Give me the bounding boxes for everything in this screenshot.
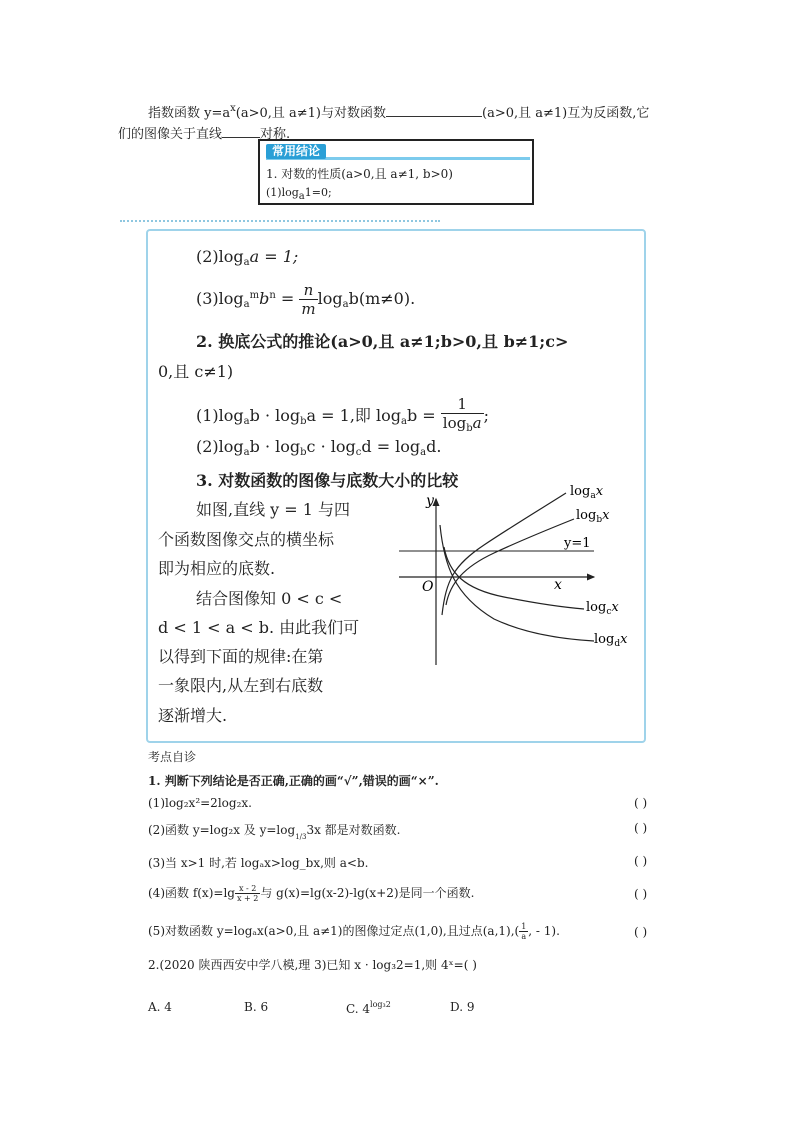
- prop-3-c: log: [317, 289, 343, 308]
- log-graph: [394, 485, 644, 667]
- cor-2-sub4: a: [420, 447, 427, 458]
- text-line-6: 以得到下面的规律:在第: [158, 647, 324, 666]
- corollary-2: [196, 437, 441, 458]
- text-line-4: 结合图像知 0 < c <: [196, 589, 343, 608]
- intro-text-d: 们的图像关于直线: [118, 127, 223, 142]
- heading-3: 3. 对数函数的图像与底数大小的比较: [196, 471, 459, 490]
- item-1: (1)log₂x²=2log₂x.: [148, 796, 252, 810]
- x-axis-label: x: [554, 577, 562, 593]
- item-5-b: , - 1).: [528, 924, 560, 938]
- corollary-1: [196, 395, 489, 438]
- box-line-2-end: 1=0;: [304, 186, 332, 199]
- cor-1-den: [441, 414, 484, 438]
- cor-2-c: c · log: [306, 437, 356, 456]
- text-line-2: 个函数图像交点的横坐标: [158, 530, 335, 549]
- intro-text-a: 指数函数 y=a: [148, 106, 231, 121]
- item-2-sub: 1/3: [295, 833, 307, 841]
- box-header: [262, 143, 530, 160]
- prop-3: [196, 281, 415, 318]
- cor-2-b: b · log: [249, 437, 301, 456]
- cor-1-end: ;: [483, 406, 489, 425]
- cor-2-sub2: b: [300, 447, 307, 458]
- item-3: (3)当 x>1 时,若 logₐx>log_bx,则 a<b.: [148, 856, 369, 870]
- dotted-divider: [120, 220, 440, 222]
- cor-1-c: a = 1,即 log: [306, 406, 401, 425]
- cor-1-b: b · log: [249, 406, 301, 425]
- item-2-end: 3x 都是对数函数.: [306, 823, 401, 837]
- item-4-b: 与 g(x)=lg(x-2)-lg(x+2)是同一个函数.: [260, 886, 475, 900]
- intro-text-b: (a>0,且 a≠1)与对数函数: [235, 106, 387, 121]
- y-axis-label: y: [426, 493, 434, 509]
- item-5-frac: [519, 922, 528, 941]
- cor-1-sub3: a: [401, 416, 407, 427]
- intro-text-c: (a>0,且 a≠1)互为反函数,它: [482, 106, 650, 121]
- conclusion-continued-box: [146, 229, 646, 743]
- item-4-num: x - 2: [235, 884, 260, 894]
- cor-2-d: d = log: [361, 437, 421, 456]
- cor-1-a: (1)log: [196, 406, 244, 425]
- answer-paren-4[interactable]: ( ): [634, 887, 648, 901]
- option-c-base: C. 4: [346, 1002, 371, 1016]
- prop-3-sub2: a: [342, 299, 349, 310]
- heading-2: 2. 换底公式的推论(a>0,且 a≠1;b>0,且 b≠1;c>: [196, 332, 569, 351]
- item-5-a: (5)对数函数 y=logₐx(a>0,且 a≠1)的图像过定点(1,0),且过点(a,1),(: [148, 924, 520, 938]
- box-line-2-sub: a: [298, 191, 305, 202]
- prop-3-frac: [299, 281, 317, 318]
- box-line-2: [266, 186, 332, 202]
- box-tab-label: 常用结论: [266, 144, 326, 159]
- text-line-1: 如图,直线 y = 1 与四: [196, 500, 351, 519]
- box-line-1: 1. 对数的性质(a>0,且 a≠1, b>0): [266, 167, 453, 181]
- question-2: 2.(2020 陕西西安中学八模,理 3)已知 x · log₃2=1,则 4ˣ=( ): [148, 958, 477, 972]
- item-2-a: (2)函数 y=log₂x 及 y=log: [148, 823, 296, 837]
- cor-2-sub1: a: [243, 447, 250, 458]
- text-line-7: 一象限内,从左到右底数: [158, 676, 324, 695]
- prop-3-b: b: [259, 289, 270, 308]
- cor-1-sub2: b: [300, 416, 307, 427]
- option-b[interactable]: B. 6: [244, 1000, 269, 1014]
- y1-label: y=1: [564, 536, 591, 551]
- label-log-b: $\log_bx$: [576, 508, 610, 525]
- prop-3-eq: =: [275, 289, 300, 308]
- question-1: 1. 判断下列结论是否正确,正确的画“√”,错误的画“×”.: [148, 774, 439, 788]
- prop-2-a: (2)log: [196, 247, 244, 266]
- cor-1-num: 1: [441, 395, 484, 414]
- option-a[interactable]: A. 4: [148, 1000, 172, 1014]
- answer-paren-3[interactable]: ( ): [634, 854, 648, 868]
- cor-2-sub3: c: [355, 447, 362, 458]
- cor-1-den-log: log: [442, 414, 467, 432]
- section-title: 考点自诊: [148, 750, 197, 764]
- prop-3-num: n: [299, 281, 317, 300]
- option-c-sup: log₃2: [370, 1000, 391, 1009]
- blank-2: [222, 124, 260, 138]
- cor-1-sub1: a: [243, 416, 250, 427]
- heading-2-cont: 0,且 c≠1): [158, 362, 234, 381]
- text-line-3: 即为相应的底数.: [158, 559, 276, 578]
- prop-3-sub: a: [243, 299, 250, 310]
- option-c[interactable]: [346, 1000, 391, 1016]
- answer-paren-1[interactable]: ( ): [634, 796, 648, 810]
- cor-1-den-sub: b: [466, 423, 473, 434]
- prop-3-a: (3)log: [196, 289, 244, 308]
- intro-text-e: 对称.: [260, 127, 291, 142]
- curve-log-c: [444, 547, 584, 609]
- cor-1-d: b =: [406, 406, 441, 425]
- label-log-c: $\log_cx$: [586, 600, 619, 617]
- box-line-2-a: (1)log: [266, 186, 299, 199]
- intro-sup-x: x: [230, 103, 236, 114]
- cor-2-a: (2)log: [196, 437, 244, 456]
- prop-3-sup2: n: [269, 290, 276, 301]
- origin-label: O: [422, 579, 434, 595]
- item-5: [148, 922, 560, 941]
- item-4-den: x + 2: [236, 894, 259, 903]
- item-5-den: a: [521, 932, 527, 941]
- prop-2: [196, 247, 298, 268]
- prop-2-sub: a: [243, 257, 250, 268]
- cor-1-frac: [441, 395, 484, 438]
- text-line-5: d < 1 < a < b. 由此我们可: [158, 618, 360, 637]
- item-2: [148, 821, 401, 841]
- prop-3-den: m: [301, 300, 316, 318]
- prop-2-b: a = 1;: [249, 247, 299, 266]
- cor-1-den-end: a: [472, 414, 482, 432]
- cor-2-e: d.: [426, 437, 442, 456]
- item-4-a: (4)函数 f(x)=lg: [148, 886, 235, 900]
- option-d[interactable]: D. 9: [450, 1000, 475, 1014]
- label-log-a: $\log_ax$: [570, 485, 604, 501]
- common-conclusion-box: [258, 139, 534, 205]
- blank-1: [386, 103, 482, 117]
- prop-3-sup: m: [249, 290, 260, 301]
- text-line-8: 逐渐增大.: [158, 706, 228, 725]
- answer-paren-5[interactable]: ( ): [634, 925, 648, 939]
- label-log-d: $\log_dx$: [594, 632, 628, 649]
- answer-paren-2[interactable]: ( ): [634, 821, 648, 835]
- intro-paragraph: [118, 98, 678, 145]
- item-4: [148, 884, 474, 903]
- prop-3-d: b(m≠0).: [348, 289, 416, 308]
- item-5-num: 1: [521, 922, 527, 931]
- item-4-frac: [235, 884, 260, 903]
